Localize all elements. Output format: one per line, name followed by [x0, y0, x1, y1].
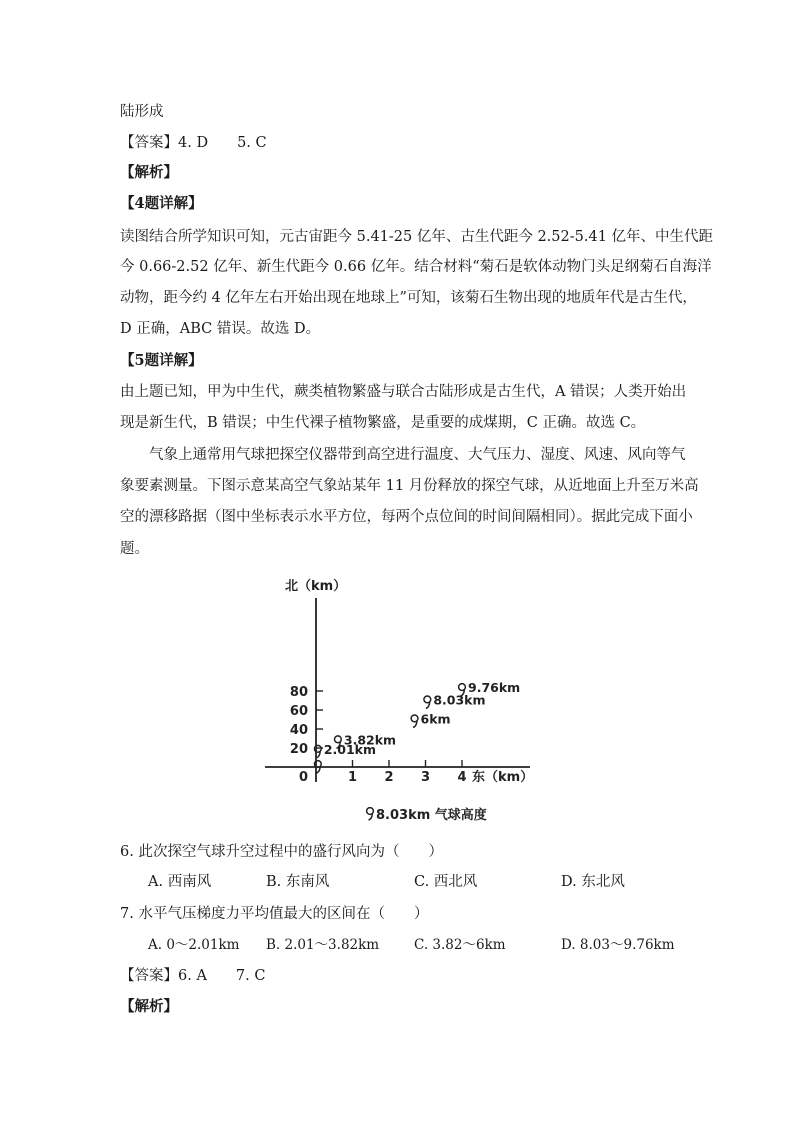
analysis-heading-2: 【解析】: [120, 998, 178, 1015]
text-line: 读图结合所学知识可知，元古宙距今 5.41-25 亿年、古生代距今 2.52-5.41 亿年、中生代距: [120, 229, 714, 245]
chart-legend: [367, 807, 487, 823]
analysis-heading: 【解析】: [120, 164, 178, 181]
x-tick-label: 2: [384, 770, 394, 785]
legend-balloon-icon: [367, 808, 374, 820]
q5-heading: 【5题详解】: [120, 352, 203, 369]
text-line: 空的漂移路据（图中坐标表示水平方位，每两个点位间的时间间隔相同）。据此完成下面小: [120, 509, 693, 525]
q7-option-b: B. 2.01～3.82km: [266, 937, 380, 953]
x-axis-label: 东（km）: [472, 770, 534, 785]
x-tick-label: 1: [347, 770, 358, 785]
origin-label: 0: [299, 770, 309, 785]
text-line: 陆形成: [120, 104, 164, 120]
q6-option-c: C. 西北风: [414, 874, 478, 890]
text-line: 现是新生代，B 错误；中生代裸子植物繁盛，是重要的成煤期，C 正确。故选 C。: [120, 415, 646, 431]
q6-option-a: A. 西南风: [148, 874, 212, 890]
text-line: 气象上通常用气球把探空仪器带到高空进行温度、大气压力、湿度、风速、风向等气: [120, 447, 686, 463]
point-label: 8.03km: [433, 692, 486, 708]
answer-line-2: 【答案】6. A 7. C: [120, 968, 266, 984]
point-label: 9.76km: [468, 680, 521, 696]
chart-points: [314, 680, 520, 773]
x-tick-label: 3: [420, 770, 431, 785]
q7-option-c: C. 3.82～6km: [414, 937, 506, 953]
legend-label: 8.03km 气球高度: [376, 808, 487, 823]
text-line: 题。: [120, 541, 149, 557]
q6-option-b: B. 东南风: [266, 874, 330, 890]
q7-option-a: A. 0～2.01km: [148, 937, 240, 953]
text-line: 象要素测量。下图示意某高空气象站某年 11 月份释放的探空气球，从近地面上升至万米高: [120, 478, 699, 494]
y-tick-label: 80: [289, 685, 308, 700]
text-line: 由上题已知，甲为中生代，蕨类植物繁盛与联合古陆形成是古生代，A 错误；人类开始出: [120, 384, 687, 400]
q4-heading: 【4题详解】: [120, 195, 203, 212]
answer-line: 【答案】4. D 5. C: [120, 135, 267, 151]
y-tick-label: 60: [289, 704, 308, 719]
y-tick-label: 20: [289, 742, 308, 757]
y-tick-label: 40: [289, 723, 308, 738]
point-label: 3.82km: [343, 732, 397, 748]
balloon-point: [411, 715, 418, 727]
text-line: D 正确，ABC 错误。故选 D。: [120, 321, 321, 337]
question-7: 7. 水平气压梯度力平均值最大的区间在（ ）: [120, 906, 429, 922]
q6-option-d: D. 东北风: [561, 874, 625, 890]
text-line: 动物，距今约 4 亿年左右开始出现在地球上”可知，该菊石生物出现的地质年代是古生代，: [120, 290, 697, 306]
balloon-point: [424, 696, 431, 708]
x-tick-label: 4: [457, 770, 467, 785]
q7-option-d: D. 8.03～9.76km: [561, 937, 675, 953]
y-axis-label: 北（km）: [285, 579, 347, 594]
point-label: 6km: [420, 711, 451, 727]
text-line: 今 0.66-2.52 亿年、新生代距今 0.66 亿年。结合材料“菊石是软体动物门头足纲菊石自海洋: [120, 259, 712, 275]
question-6: 6. 此次探空气球升空过程中的盛行风向为（ ）: [120, 844, 443, 860]
point-label: 2.01km: [323, 741, 377, 757]
